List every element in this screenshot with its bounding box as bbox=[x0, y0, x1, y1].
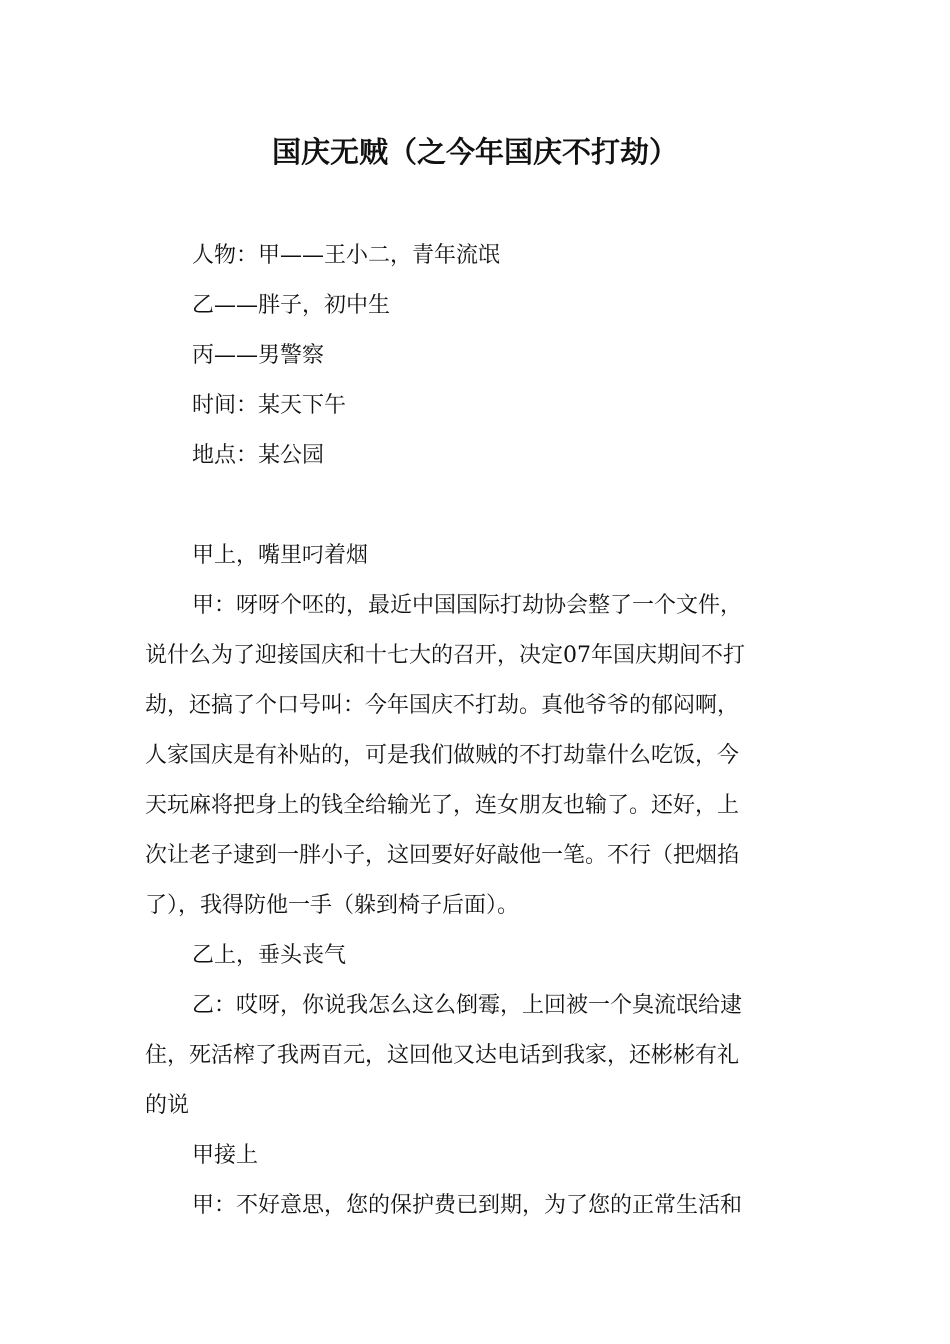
document-title: 国庆无贼（之今年国庆不打劫） bbox=[271, 135, 678, 169]
text-line: 乙上，垂头丧气 bbox=[192, 943, 347, 968]
text-line: 乙：哎呀，你说我怎么这么倒霉，上回被一个臭流氓给逮 bbox=[192, 993, 743, 1018]
text-line: 甲接上 bbox=[192, 1143, 259, 1168]
text-line: 乙——胖子，初中生 bbox=[192, 293, 391, 318]
text-line: 住，死活榨了我两百元，这回他又达电话到我家，还彬彬有礼 bbox=[145, 1043, 740, 1068]
text-line: 了），我得防他一手（躲到椅子后面）。 bbox=[145, 893, 520, 918]
text-line: 甲：呀呀个呸的，最近中国国际打劫协会整了一个文件， bbox=[192, 593, 743, 618]
text-line: 地点：某公园 bbox=[192, 443, 325, 468]
text-line: 说什么为了迎接国庆和十七大的召开，决定07年国庆期间不打 bbox=[145, 643, 745, 668]
text-line: 甲：不好意思，您的保护费已到期，为了您的正常生活和 bbox=[192, 1193, 743, 1218]
text-line: 次让老子逮到一胖小子，这回要好好敲他一笔。不行（把烟掐 bbox=[145, 843, 740, 868]
text-line: 的说 bbox=[145, 1093, 190, 1118]
document-body bbox=[145, 231, 807, 1231]
text-line: 人家国庆是有补贴的，可是我们做贼的不打劫靠什么吃饭，今 bbox=[145, 743, 740, 768]
text-line: 丙——男警察 bbox=[192, 343, 325, 368]
text-line: 甲上，嘴里叼着烟 bbox=[192, 543, 369, 568]
text-line: 天玩麻将把身上的钱全给输光了，连女朋友也输了。还好，上 bbox=[145, 793, 740, 818]
text-line: 人物：甲——王小二，青年流氓 bbox=[192, 243, 501, 268]
blank-line bbox=[145, 481, 807, 531]
text-line: 时间：某天下午 bbox=[192, 393, 347, 418]
text-line: 劫，还搞了个口号叫：今年国庆不打劫。真他爷爷的郁闷啊， bbox=[145, 693, 740, 718]
